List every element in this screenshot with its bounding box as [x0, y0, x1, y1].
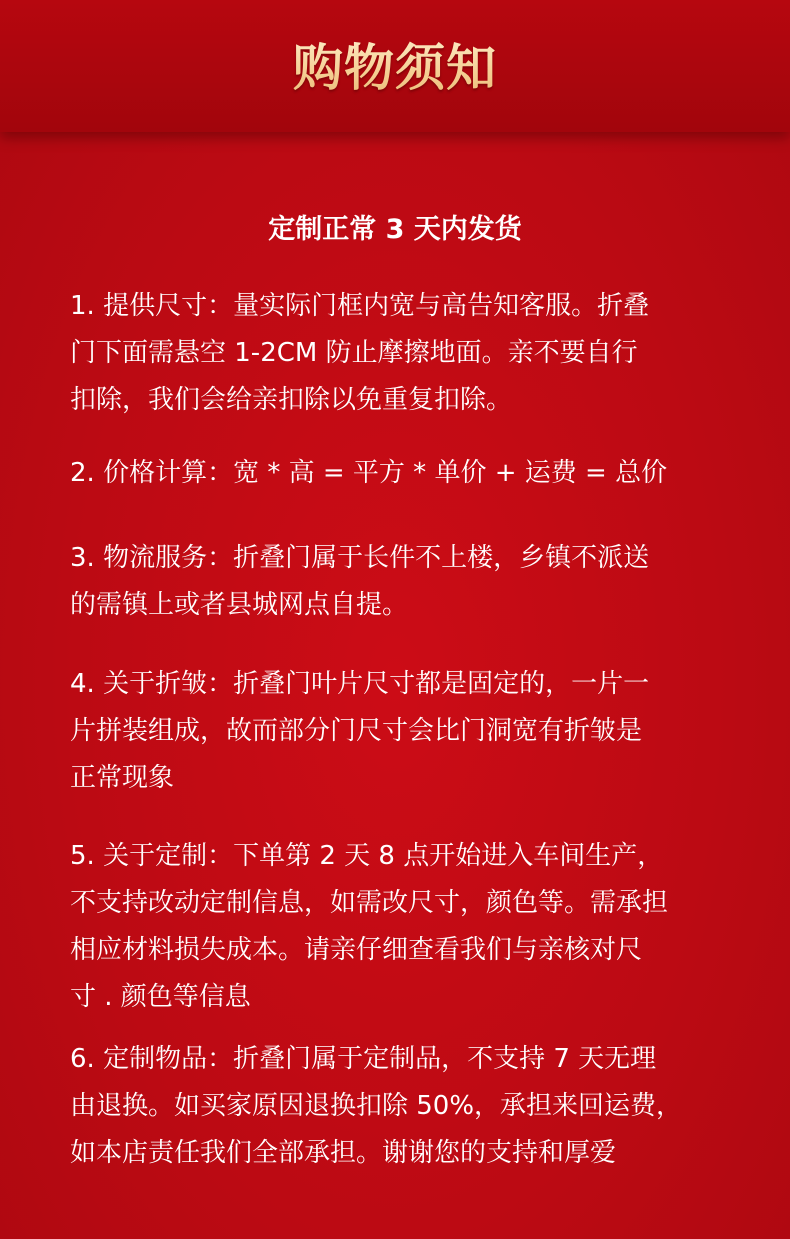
notice-item-size: [70, 283, 730, 424]
notice-line: 扣除，我们会给亲扣除以免重复扣除。: [70, 385, 513, 415]
header-banner: [0, 0, 790, 132]
notice-line: 3. 物流服务：折叠门属于长件不上楼，乡镇不派送: [70, 543, 650, 573]
notice-item-price: [70, 450, 730, 497]
notice-item-logistics: [70, 535, 730, 629]
notice-line: 正常现象: [70, 763, 175, 793]
notice-line: 的需镇上或者县城网点自提。: [70, 590, 409, 620]
notice-item-wrinkle: [70, 661, 730, 802]
notice-line: 2. 价格计算：宽 * 高 = 平方 * 单价 + 运费 = 总价: [70, 458, 668, 488]
notice-line: 4. 关于折皱：折叠门叶片尺寸都是固定的，一片一: [70, 669, 650, 699]
notice-item-return: [70, 1036, 730, 1177]
notice-line: 5. 关于定制：下单第 2 天 8 点开始进入车间生产，: [70, 841, 664, 871]
notice-line: 6. 定制物品：折叠门属于定制品，不支持 7 天无理: [70, 1044, 657, 1074]
notice-line: 片拼装组成，故而部分门尺寸会比门洞宽有折皱是: [70, 716, 643, 746]
notice-line: 如本店责任我们全部承担。谢谢您的支持和厚爱: [70, 1138, 617, 1168]
notice-line: 由退换。如买家原因退换扣除 50%，承担来回运费，: [70, 1091, 683, 1121]
notice-line: 1. 提供尺寸：量实际门框内宽与高告知客服。折叠: [70, 291, 650, 321]
notice-line: 寸 . 颜色等信息: [70, 982, 251, 1012]
notice-line: 不支持改动定制信息，如需改尺寸，颜色等。需承担: [70, 888, 669, 918]
notice-item-custom: [70, 833, 730, 1021]
page-title: 购物须知: [0, 28, 790, 108]
notice-line: 相应材料损失成本。请亲仔细查看我们与亲核对尺: [70, 935, 643, 965]
notice-line: 门下面需悬空 1-2CM 防止摩擦地面。亲不要自行: [70, 338, 638, 368]
shipping-subtitle: 定制正常 3 天内发货: [268, 214, 522, 245]
